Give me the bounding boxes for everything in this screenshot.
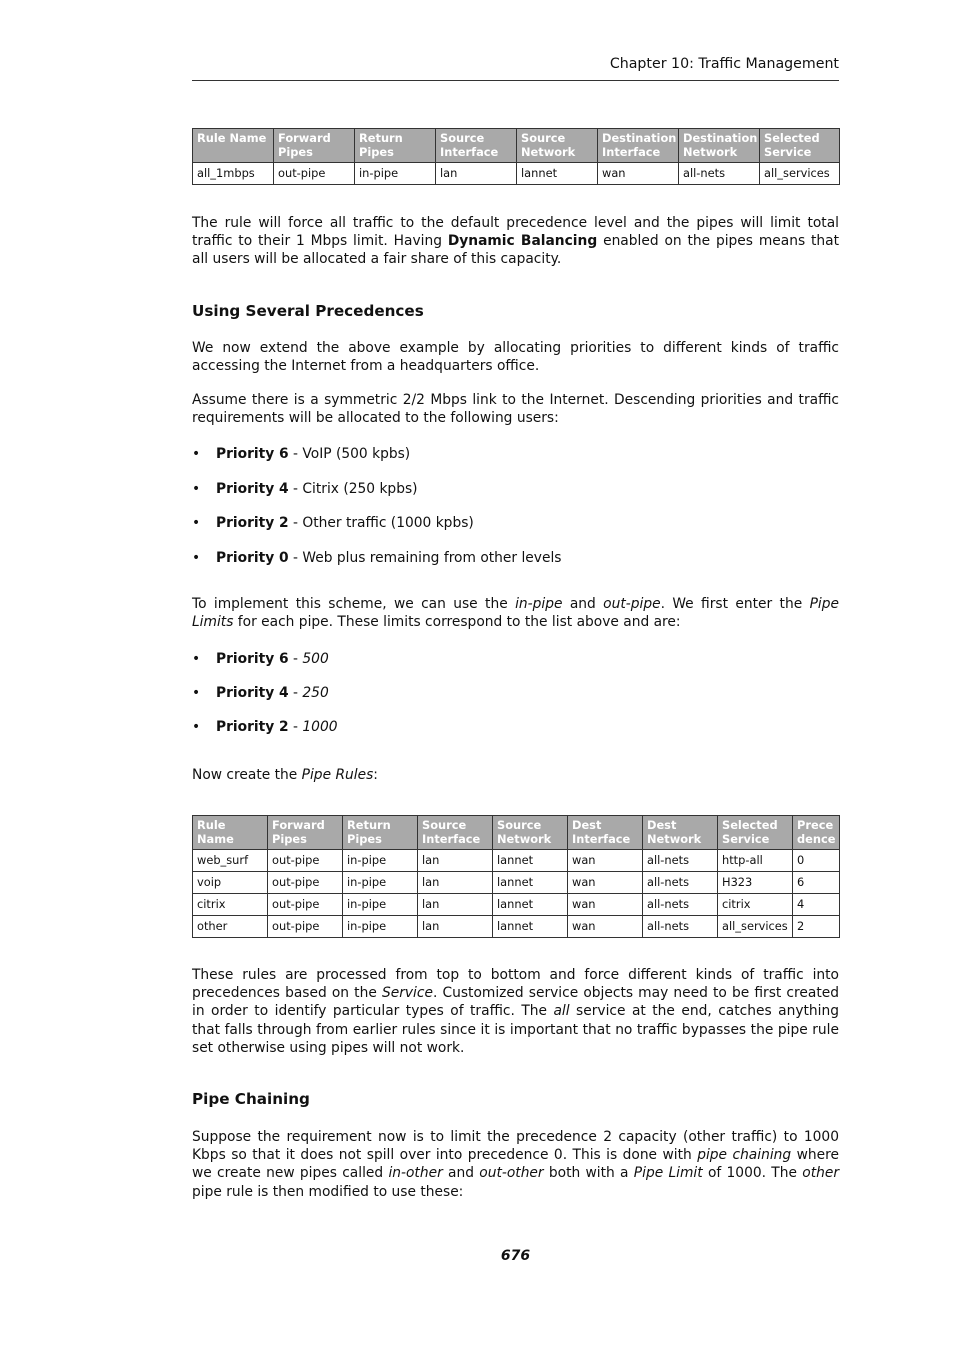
- priority-label: Priority 4: [216, 480, 289, 497]
- italic-term: Pipe Limit: [633, 1165, 703, 1182]
- table-cell: 2: [793, 916, 840, 938]
- table-cell: wan: [568, 894, 643, 916]
- table-cell: 4: [793, 894, 840, 916]
- table-cell: all-nets: [679, 163, 760, 185]
- column-header: Return Pipes: [343, 816, 418, 850]
- table-cell: other: [193, 916, 268, 938]
- column-header: Rule Name: [193, 816, 268, 850]
- table-cell: H323: [718, 872, 793, 894]
- paragraph-dynamic-balancing: [192, 214, 839, 269]
- table-cell: wan: [598, 163, 679, 185]
- text-run: These rules are processed from top to bottom and force different kinds of traffic into precedences based on the: [192, 967, 839, 1002]
- column-header: Rule Name: [193, 129, 274, 163]
- pipe-rule-table-2: [192, 815, 840, 938]
- bullet-glyph: •: [192, 651, 201, 667]
- priority-label: Priority 6: [216, 446, 289, 462]
- separator: -: [288, 719, 303, 735]
- bullet-glyph: •: [192, 515, 201, 531]
- column-header: Destination Interface: [598, 129, 679, 163]
- table-cell: lan: [418, 850, 493, 872]
- priority-label: Priority 2: [216, 719, 289, 735]
- table-cell: 0: [793, 850, 840, 872]
- paragraph-extend-example: We now extend the above example by allocating priorities to different kinds of traffic accessing the Internet from a headquarters office.: [192, 340, 839, 375]
- italic-term: out-other: [479, 1165, 544, 1182]
- table-cell: citrix: [193, 894, 268, 916]
- table-cell: voip: [193, 872, 268, 894]
- text-run: :: [373, 767, 378, 783]
- list-item: [192, 650, 839, 668]
- text-run: Now create the: [192, 767, 302, 783]
- list-item: [192, 480, 839, 498]
- bullet-glyph: •: [192, 480, 201, 497]
- bullet-glyph: •: [192, 685, 201, 701]
- column-header: Source Network: [493, 816, 568, 850]
- table-cell: out-pipe: [274, 163, 355, 185]
- paragraph-create-pipe-rules: [192, 766, 839, 784]
- priority-text: - VoIP (500 kpbs): [288, 446, 411, 462]
- text-run: enabled on the pipes means that all users will be allocated a fair share of this capacity.: [192, 233, 839, 268]
- table-cell: out-pipe: [268, 872, 343, 894]
- page-number: 676: [500, 1248, 531, 1264]
- table-cell: out-pipe: [268, 850, 343, 872]
- priority-text: - Other traffic (1000 kpbs): [288, 515, 474, 531]
- column-header: Dest Interface: [568, 816, 643, 850]
- section-heading-pipe-chaining: Pipe Chaining: [192, 1090, 310, 1108]
- limit-value: 1000: [302, 719, 338, 735]
- priority-list: [192, 445, 839, 567]
- table-row: [193, 850, 840, 872]
- table-cell: in-pipe: [355, 163, 436, 185]
- text-run: for each pipe. These limits correspond to the list above and are:: [233, 614, 681, 631]
- table-cell: in-pipe: [343, 916, 418, 938]
- table-1-container: [192, 128, 839, 185]
- paragraph-pipe-chaining: [192, 1128, 839, 1201]
- table-cell: lan: [418, 916, 493, 938]
- table-cell: http-all: [718, 850, 793, 872]
- italic-term: other: [802, 1165, 840, 1182]
- table-cell: all-nets: [643, 850, 718, 872]
- column-header: Forward Pipes: [268, 816, 343, 850]
- column-header: Selected Service: [760, 129, 840, 163]
- priority-label: Priority 2: [216, 515, 289, 531]
- table-cell: lannet: [493, 872, 568, 894]
- table-row: [193, 872, 840, 894]
- table-cell: web_surf: [193, 850, 268, 872]
- table-cell: all-nets: [643, 916, 718, 938]
- text-run: of 1000. The: [702, 1165, 803, 1182]
- list-item: [192, 718, 839, 736]
- text-run: The rule will force all traffic to the default precedence level and the pipes will limit total traffic to their 1 Mbps limit. Having: [192, 215, 839, 250]
- table-cell: wan: [568, 850, 643, 872]
- table-cell: all_1mbps: [193, 163, 274, 185]
- separator: -: [288, 651, 303, 667]
- text-run: pipe rule is then modified to use these:: [192, 1183, 464, 1200]
- section-heading-several-precedences: Using Several Precedences: [192, 302, 424, 320]
- column-header: Return Pipes: [355, 129, 436, 163]
- bullet-glyph: •: [192, 446, 201, 462]
- paragraph-symmetric-link: Assume there is a symmetric 2/2 Mbps link to the Internet. Descending priorities and traffic requirements will be allocated to the following users:: [192, 392, 839, 427]
- separator: -: [288, 685, 303, 701]
- table-cell: wan: [568, 872, 643, 894]
- table-cell: in-pipe: [343, 850, 418, 872]
- text-run: and: [442, 1165, 480, 1182]
- priority-label: Priority 0: [216, 549, 289, 566]
- list-item: [192, 684, 839, 702]
- table-cell: in-pipe: [343, 894, 418, 916]
- table-cell: lan: [418, 894, 493, 916]
- italic-term: Pipe Limits: [192, 596, 839, 631]
- table-cell: lannet: [517, 163, 598, 185]
- limit-value: 250: [302, 685, 329, 701]
- text-run: To implement this scheme, we can use the: [192, 596, 516, 612]
- table-cell: citrix: [718, 894, 793, 916]
- column-header: Selected Service: [718, 816, 793, 850]
- priority-text: - Citrix (250 kpbs): [288, 480, 418, 497]
- column-header: Dest Network: [643, 816, 718, 850]
- italic-term: all: [553, 1003, 570, 1020]
- text-run: both with a: [543, 1165, 634, 1182]
- pipe-rule-table-1: [192, 128, 840, 185]
- table-cell: out-pipe: [268, 894, 343, 916]
- table-cell: lan: [418, 872, 493, 894]
- italic-term: Pipe Rules: [301, 767, 374, 783]
- list-item: [192, 514, 839, 532]
- text-run: . We first enter the: [660, 596, 810, 612]
- bullet-glyph: •: [192, 719, 201, 735]
- table-cell: in-pipe: [343, 872, 418, 894]
- header-divider: [192, 80, 839, 81]
- column-header: Source Network: [517, 129, 598, 163]
- text-run: where we create new pipes called: [192, 1147, 840, 1182]
- chapter-header: Chapter 10: Traffic Management: [609, 56, 839, 72]
- limit-value: 500: [302, 651, 329, 667]
- table-cell: 6: [793, 872, 840, 894]
- table-cell: lannet: [493, 894, 568, 916]
- table-row: [193, 894, 840, 916]
- column-header: Forward Pipes: [274, 129, 355, 163]
- italic-term: in-pipe: [515, 596, 563, 612]
- table-cell: all_services: [760, 163, 840, 185]
- text-run: Suppose the requirement now is to limit the precedence 2 capacity (other traffic) to 1000 Kbps so that it does not spill over into precedence 0. This is done with: [192, 1129, 839, 1164]
- italic-term: Service: [381, 985, 433, 1002]
- column-header: Prece dence: [793, 816, 840, 850]
- table-header-row: [193, 129, 840, 163]
- table-header-row: [193, 816, 840, 850]
- priority-label: Priority 6: [216, 651, 289, 667]
- list-item: [192, 445, 839, 463]
- priority-label: Priority 4: [216, 685, 289, 701]
- priority-text: - Web plus remaining from other levels: [288, 549, 562, 566]
- column-header: Source Interface: [436, 129, 517, 163]
- table-cell: all-nets: [643, 894, 718, 916]
- bullet-glyph: •: [192, 549, 201, 566]
- paragraph-rules-processed: [192, 966, 839, 1057]
- table-cell: all_services: [718, 916, 793, 938]
- text-run: . Customized service objects may need to be first created in order to identify particular types of traffic. The: [192, 985, 839, 1020]
- list-item: [192, 549, 839, 567]
- table-cell: lan: [436, 163, 517, 185]
- table-row: [193, 916, 840, 938]
- paragraph-implement-scheme: [192, 595, 839, 631]
- text-run: service at the end, catches anything that falls through from earlier rules since it is important that no traffic bypasses the pipe rule set otherwise using pipes will not work.: [192, 1003, 839, 1056]
- table-cell: lannet: [493, 916, 568, 938]
- column-header: Destination Network: [679, 129, 760, 163]
- pipe-limits-list: [192, 650, 839, 736]
- table-row: [193, 163, 840, 185]
- table-cell: all-nets: [643, 872, 718, 894]
- italic-term: out-pipe: [603, 596, 661, 612]
- bold-term: Dynamic Balancing: [447, 233, 598, 250]
- italic-term: pipe chaining: [697, 1147, 792, 1164]
- text-run: and: [562, 596, 604, 612]
- table-cell: wan: [568, 916, 643, 938]
- italic-term: in-other: [388, 1165, 443, 1182]
- table-2-container: [192, 815, 839, 938]
- table-cell: lannet: [493, 850, 568, 872]
- table-cell: out-pipe: [268, 916, 343, 938]
- column-header: Source Interface: [418, 816, 493, 850]
